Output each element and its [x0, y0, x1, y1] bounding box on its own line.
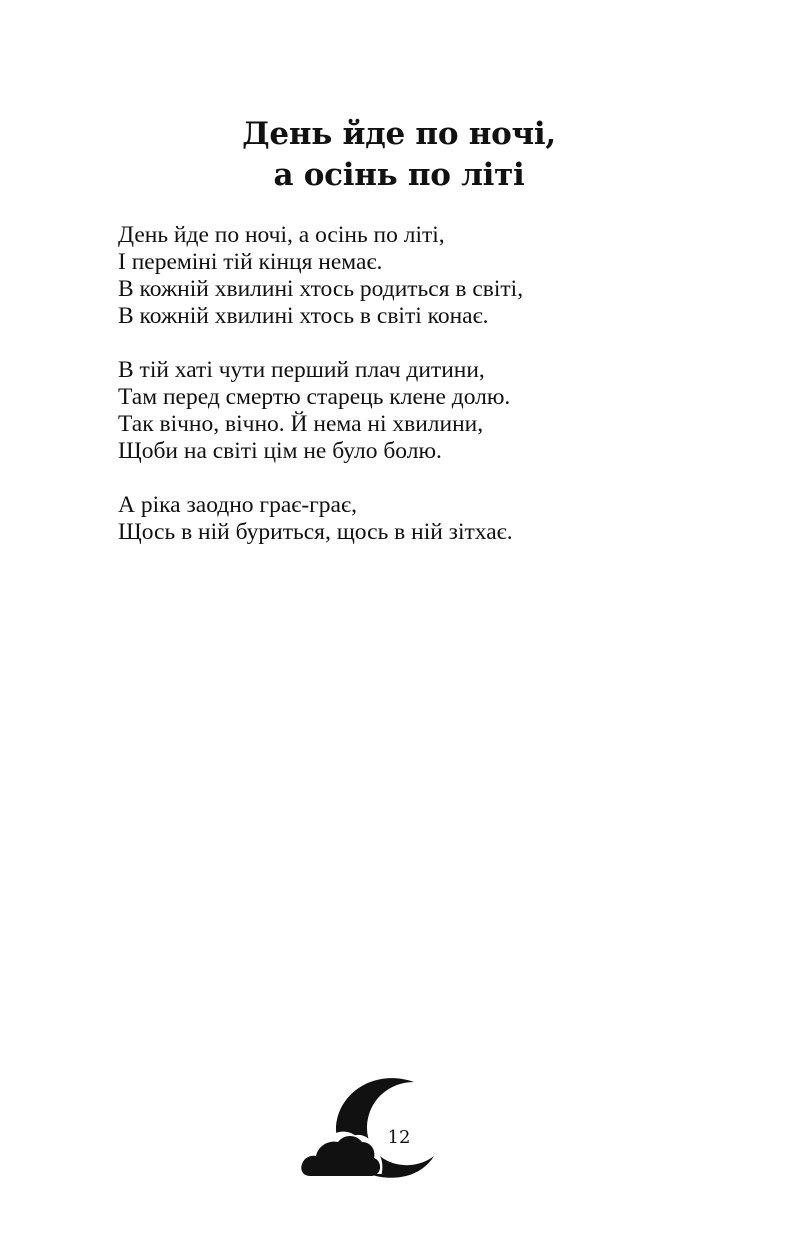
poem-line: В кожній хвилині хтось родиться в світі, — [118, 276, 524, 302]
page-number: 12 — [387, 1127, 411, 1148]
poem-line: А ріка заодно грає-грає, — [118, 492, 357, 518]
poem-line: І переміні тій кінця немає. — [118, 249, 383, 275]
poem-line: Щось в ній буриться, щось в ній зітхає. — [118, 519, 513, 545]
stanza-2 — [118, 357, 758, 465]
stanza-3 — [118, 492, 758, 546]
poem-title — [0, 114, 798, 196]
poem-line: Так вічно, вічно. Й нема ні хвилини, — [118, 411, 484, 437]
poem-line: Там перед смертю старець клене долю. — [118, 384, 511, 410]
poem-line: В кожній хвилині хтось в світі конає. — [118, 303, 489, 329]
poem-title-line-2: а осінь по літі — [273, 157, 525, 193]
stanza-1 — [118, 222, 758, 330]
poem-line: День йде по ночі, а осінь по літі, — [118, 222, 445, 248]
cloud-icon — [300, 1132, 382, 1176]
poem-title-line-1: День йде по ночі, — [242, 116, 556, 152]
poem-body — [118, 222, 758, 573]
poem-line: В тій хаті чути перший плач дитини, — [118, 357, 485, 383]
poem-line: Щоби на світі цім не було болю. — [118, 438, 442, 464]
